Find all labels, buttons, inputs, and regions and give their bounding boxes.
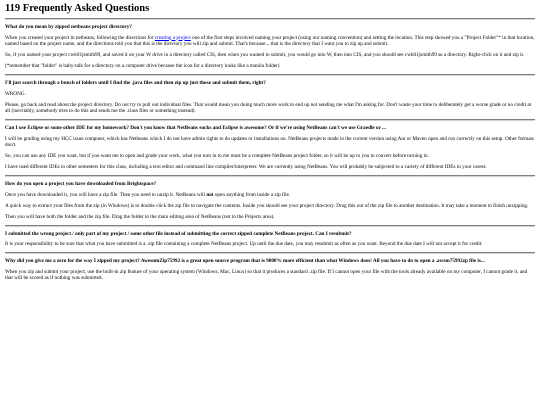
- faq-answer-paragraph: (*remember that "folder" is baby-talk for a directory on a computer drive because the icon for a directory looks like a manila folder): [5, 63, 280, 69]
- answer-text: open anything from inside a zip file.: [213, 191, 291, 198]
- faq-answer-paragraph: Please, go back and read about the project directory. Do not try to pull out individual files. That would mean you doing much more work to end up not sending me what I'm asking for. Don't waste your time to deliberately get a worse grade or no credit at all (inevitably, somebody tries to do this and sends me the .class files or something instead).: [5, 101, 532, 114]
- faq-item: [5, 119, 535, 170]
- faq-answer-paragraph: So, you can use any IDE you want, but if you want me to open and grade your work, what you turn in to me must be a complete NetBeans project folder, so it will be up to you to convert before turning in.: [5, 153, 429, 159]
- faq-list: [5, 18, 535, 282]
- faq-answer-paragraph: Then you will have both the folder and the zip file. Drag the folder to the main editing area of NetBeans (not to the Projects area).: [5, 213, 275, 220]
- faq-item: [5, 18, 535, 69]
- page-title: 119 Frequently Asked Questions: [5, 3, 150, 14]
- answer-text: When you created your project in netbeans, following the directions for: [5, 34, 155, 41]
- emphasis-text: not: [206, 191, 214, 198]
- faq-answer-paragraph: So, if you named your project cwk01jsmith99, and saved it on your W drive in a directory called CIS, then when you wanted to submit, you would go into W, then into CIS, and you should see cwk01jsmith99 as a directory. Right-click on it and zip it.: [5, 52, 525, 58]
- creating-project-link[interactable]: creating a project: [154, 34, 191, 41]
- faq-item: [5, 175, 535, 220]
- section-divider: [5, 175, 535, 177]
- section-divider: [5, 252, 535, 254]
- faq-item: [5, 252, 535, 281]
- answer-text: Once you have downloaded it, you will have a zip file. Then you need to unzip it. NetBeans will: [5, 191, 207, 198]
- faq-question: I'll just search through a bunch of folders until I find the .java files and then zip up just those and submit them, right?: [5, 80, 266, 86]
- answer-text: one of the first steps involved naming your project (using our naming convention) and setting the location. This step showed you a "Project Folder"* in that location, named based on the project name, and the directions told you that this is the directory you will zip and submit. That's because... that is the directory that I want you to zip up and submit.: [5, 34, 535, 47]
- section-divider: [5, 74, 535, 76]
- faq-item: [5, 225, 535, 248]
- faq-question: Can I use Eclipse or some other IDE for my homework? Don't you know that NetBeans sucks and Eclipse is awesome? Or if we're using NetBeans can't we use Graedle or ...: [5, 125, 386, 131]
- faq-question: Why did you give me a zero for the way I zipped my project? AwesumZip75992 is a great open source program that is 9000% more efficient than what Windows does! All you have to do to open a .awsm75992zp file is...: [5, 258, 485, 265]
- faq-question: How do you open a project you have downloaded from Brightspace?: [5, 181, 157, 187]
- faq-answer-paragraph: [5, 35, 535, 48]
- faq-answer-paragraph: I will be grading using my HCC issue computer, which has Netbeans which I do not have admin rights to do updates or installations on. NetBeans projects made in the current version using Ant or Maven open and run correctly on this setup. Other formats don't.: [5, 135, 534, 148]
- faq-question: I submitted the wrong project / only part of my project / some other file instead of submitting the correct zipped complete NetBeans project. Can I resubmit?: [5, 230, 352, 237]
- section-divider: [5, 18, 535, 20]
- faq-item: [5, 74, 535, 114]
- faq-answer-paragraph: I have used different IDEs in other semesters for this class, including a text editor and command line compiler/interpreter. We are currently using NetBeans. You will probably be subjected to a variety of different IDEs in your career.: [5, 164, 487, 170]
- faq-answer-paragraph: It is your responsibility to be sure that what you have submitted is a .zip file containing a complete NetBeans project. Up until the due date, you may resubmit as often as you want. Beyond the due date I will not accept it for credit.: [5, 241, 483, 248]
- faq-answer-paragraph: [5, 192, 535, 198]
- faq-question: What do you mean by zipped netbeans project directory?: [5, 24, 132, 30]
- section-divider: [5, 119, 535, 121]
- faq-answer-paragraph: When you zip and submit your project, use the built-in zip feature of your operating system (Windows, Mac, Linux) so that it produces a standard .zip file. If I cannot open your file with the tools already available on my computer, I cannot grade it, and that will be scored as if nothing was submitted.: [5, 268, 528, 282]
- faq-answer-paragraph: WRONG.: [5, 90, 26, 97]
- faq-answer-paragraph: A quick way to extract your files from the zip (in Windows) is to double click the zip file to navigate the contents. Inside you should see your project directory. Drag this out of the zip file to another destination. It may take a moment to finish unzipping.: [5, 202, 529, 209]
- section-divider: [5, 225, 535, 227]
